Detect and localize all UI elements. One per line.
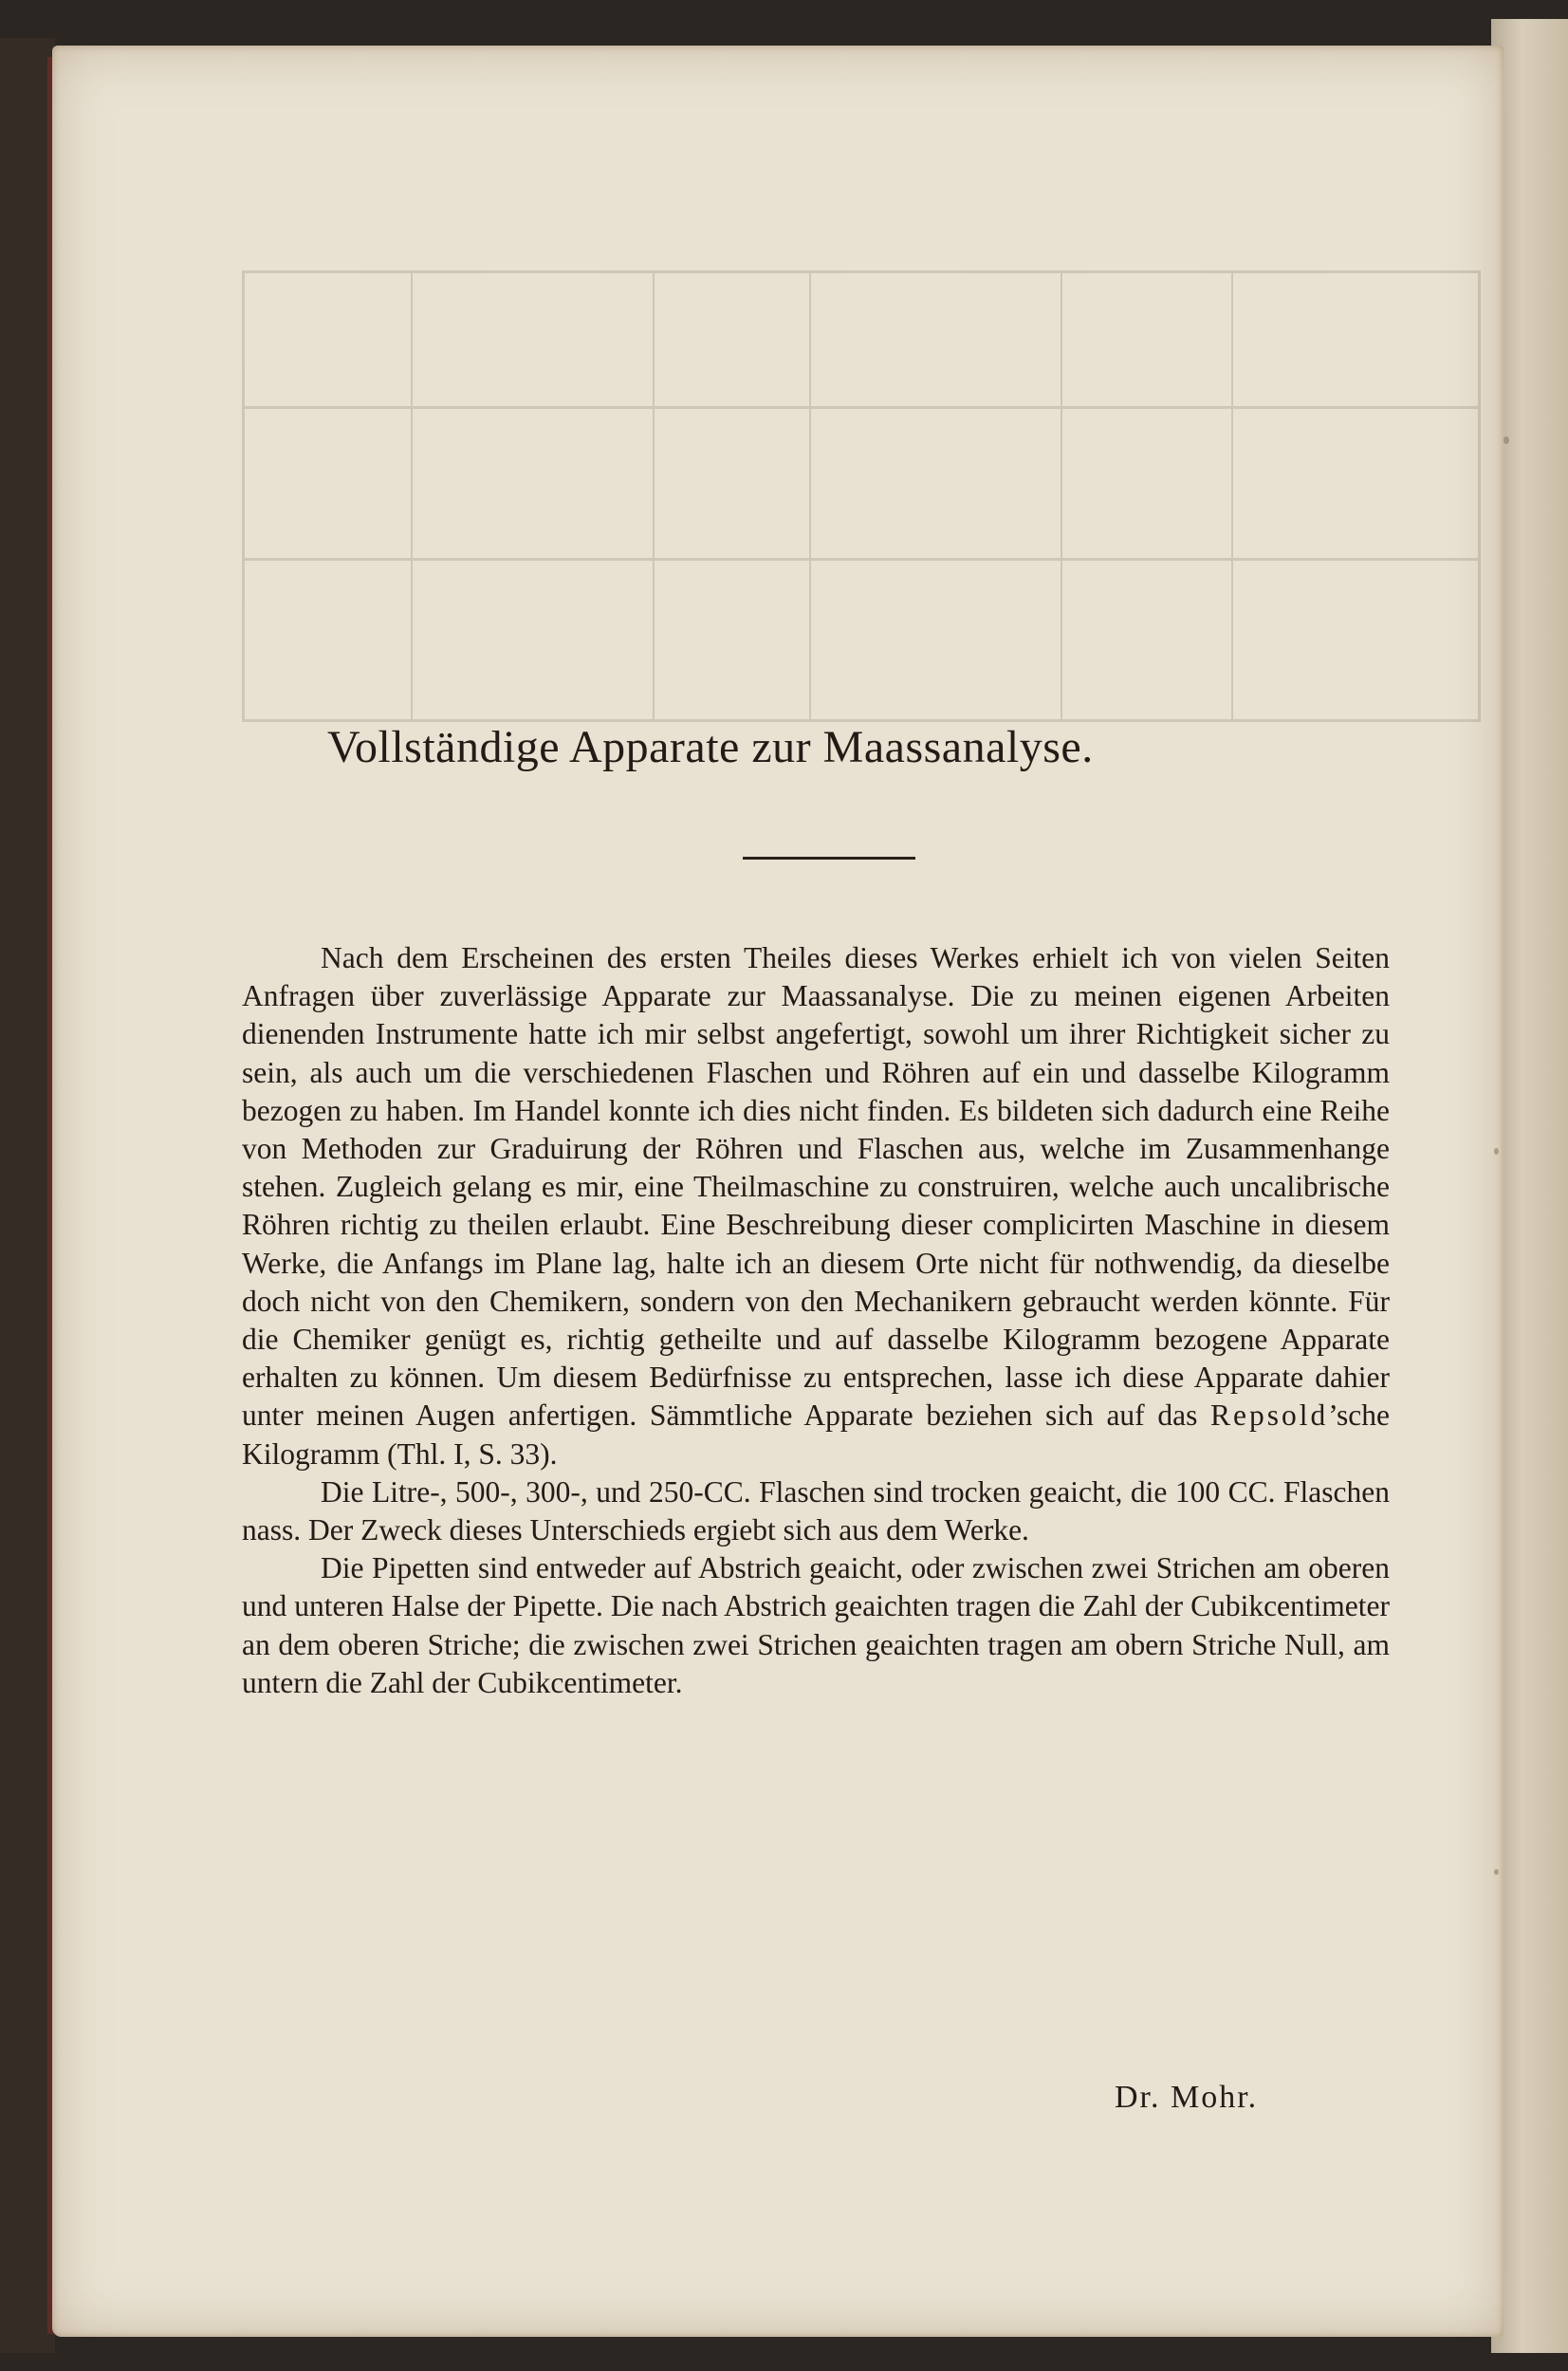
- show-through-bleed: [232, 128, 1475, 735]
- bleed-text-line: [232, 128, 1475, 157]
- paragraph-1: [242, 939, 1390, 1473]
- paragraph-1-before: Nach dem Erscheinen des ersten Theiles dieses Werkes erhielt ich von vielen Seiten Anfragen über zuverlässige Apparate zur Maassanalyse. Die zu meinen eigenen Arbeiten dienenden Instrumente hatte ich mir selbst angefertigt, sowohl um ihrer Richtigkeit sicher zu sein, als auch um die verschiedenen Flaschen und Röhren auf ein und dasselbe Kilogramm bezogen zu haben. Im Handel konnte ich dies nicht finden. Es bildeten sich dadurch eine Reihe von Methoden zur Graduirung der Röhren und Flaschen aus, welche im Zusammenhange stehen. Zugleich gelang es mir, eine Theilmaschine zu construiren, welche auch uncalibrische Röhren richtig zu theilen erlaubt. Eine Beschreibung dieser complicirten Maschine in diesem Werke, die Anfangs im Plane lag, halte ich an diesem Orte nicht für nothwendig, da dieselbe doch nicht von den Chemikern, sondern von den Mechanikern gebraucht werden könnte. Für die Chemiker genügt es, richtig getheilte und auf dasselbe Kilogramm bezogene Apparate erhalten zu können. Um diesem Bedürfnisse zu entsprechen, lasse ich diese Apparate dahier unter meinen Augen anfertigen. Sämmtliche Apparate beziehen sich auf das: [242, 941, 1390, 1433]
- paper-speck: [1503, 436, 1509, 444]
- background-top: [0, 0, 1568, 49]
- paragraph-3: Die Pipetten sind entweder auf Abstrich geaicht, oder zwischen zwei Strichen am oberen und unteren Halse der Pipette. Die nach Abstrich geaichten tragen die Zahl der Cubikcentimeter an dem oberen Striche; die zwischen zwei Strichen geaichten tragen am obern Striche Null, am untern die Zahl der Cubikcentimeter.: [242, 1551, 1390, 1699]
- body-text: [242, 939, 1390, 1702]
- repsold-name: Repsold: [1210, 1399, 1329, 1433]
- paper-speck: [1494, 1869, 1499, 1875]
- page-title: Vollständige Apparate zur Maassanalyse.: [327, 722, 1094, 772]
- title-divider-rule: [743, 857, 915, 860]
- paper-speck: [1494, 1148, 1499, 1155]
- bleed-table: [242, 270, 1481, 722]
- author-signature: Dr. Mohr.: [1115, 2080, 1259, 2115]
- paragraph-2: Die Litre-, 500-, 300-, und 250-CC. Flaschen sind trocken geaicht, die 100 CC. Flaschen nass. Der Zweck dieses Unterschieds ergiebt sich aus dem Werke.: [242, 1474, 1390, 1547]
- paragraph-1-after: ’sche Kilogramm (Thl. I, S. 33).: [242, 1399, 1390, 1471]
